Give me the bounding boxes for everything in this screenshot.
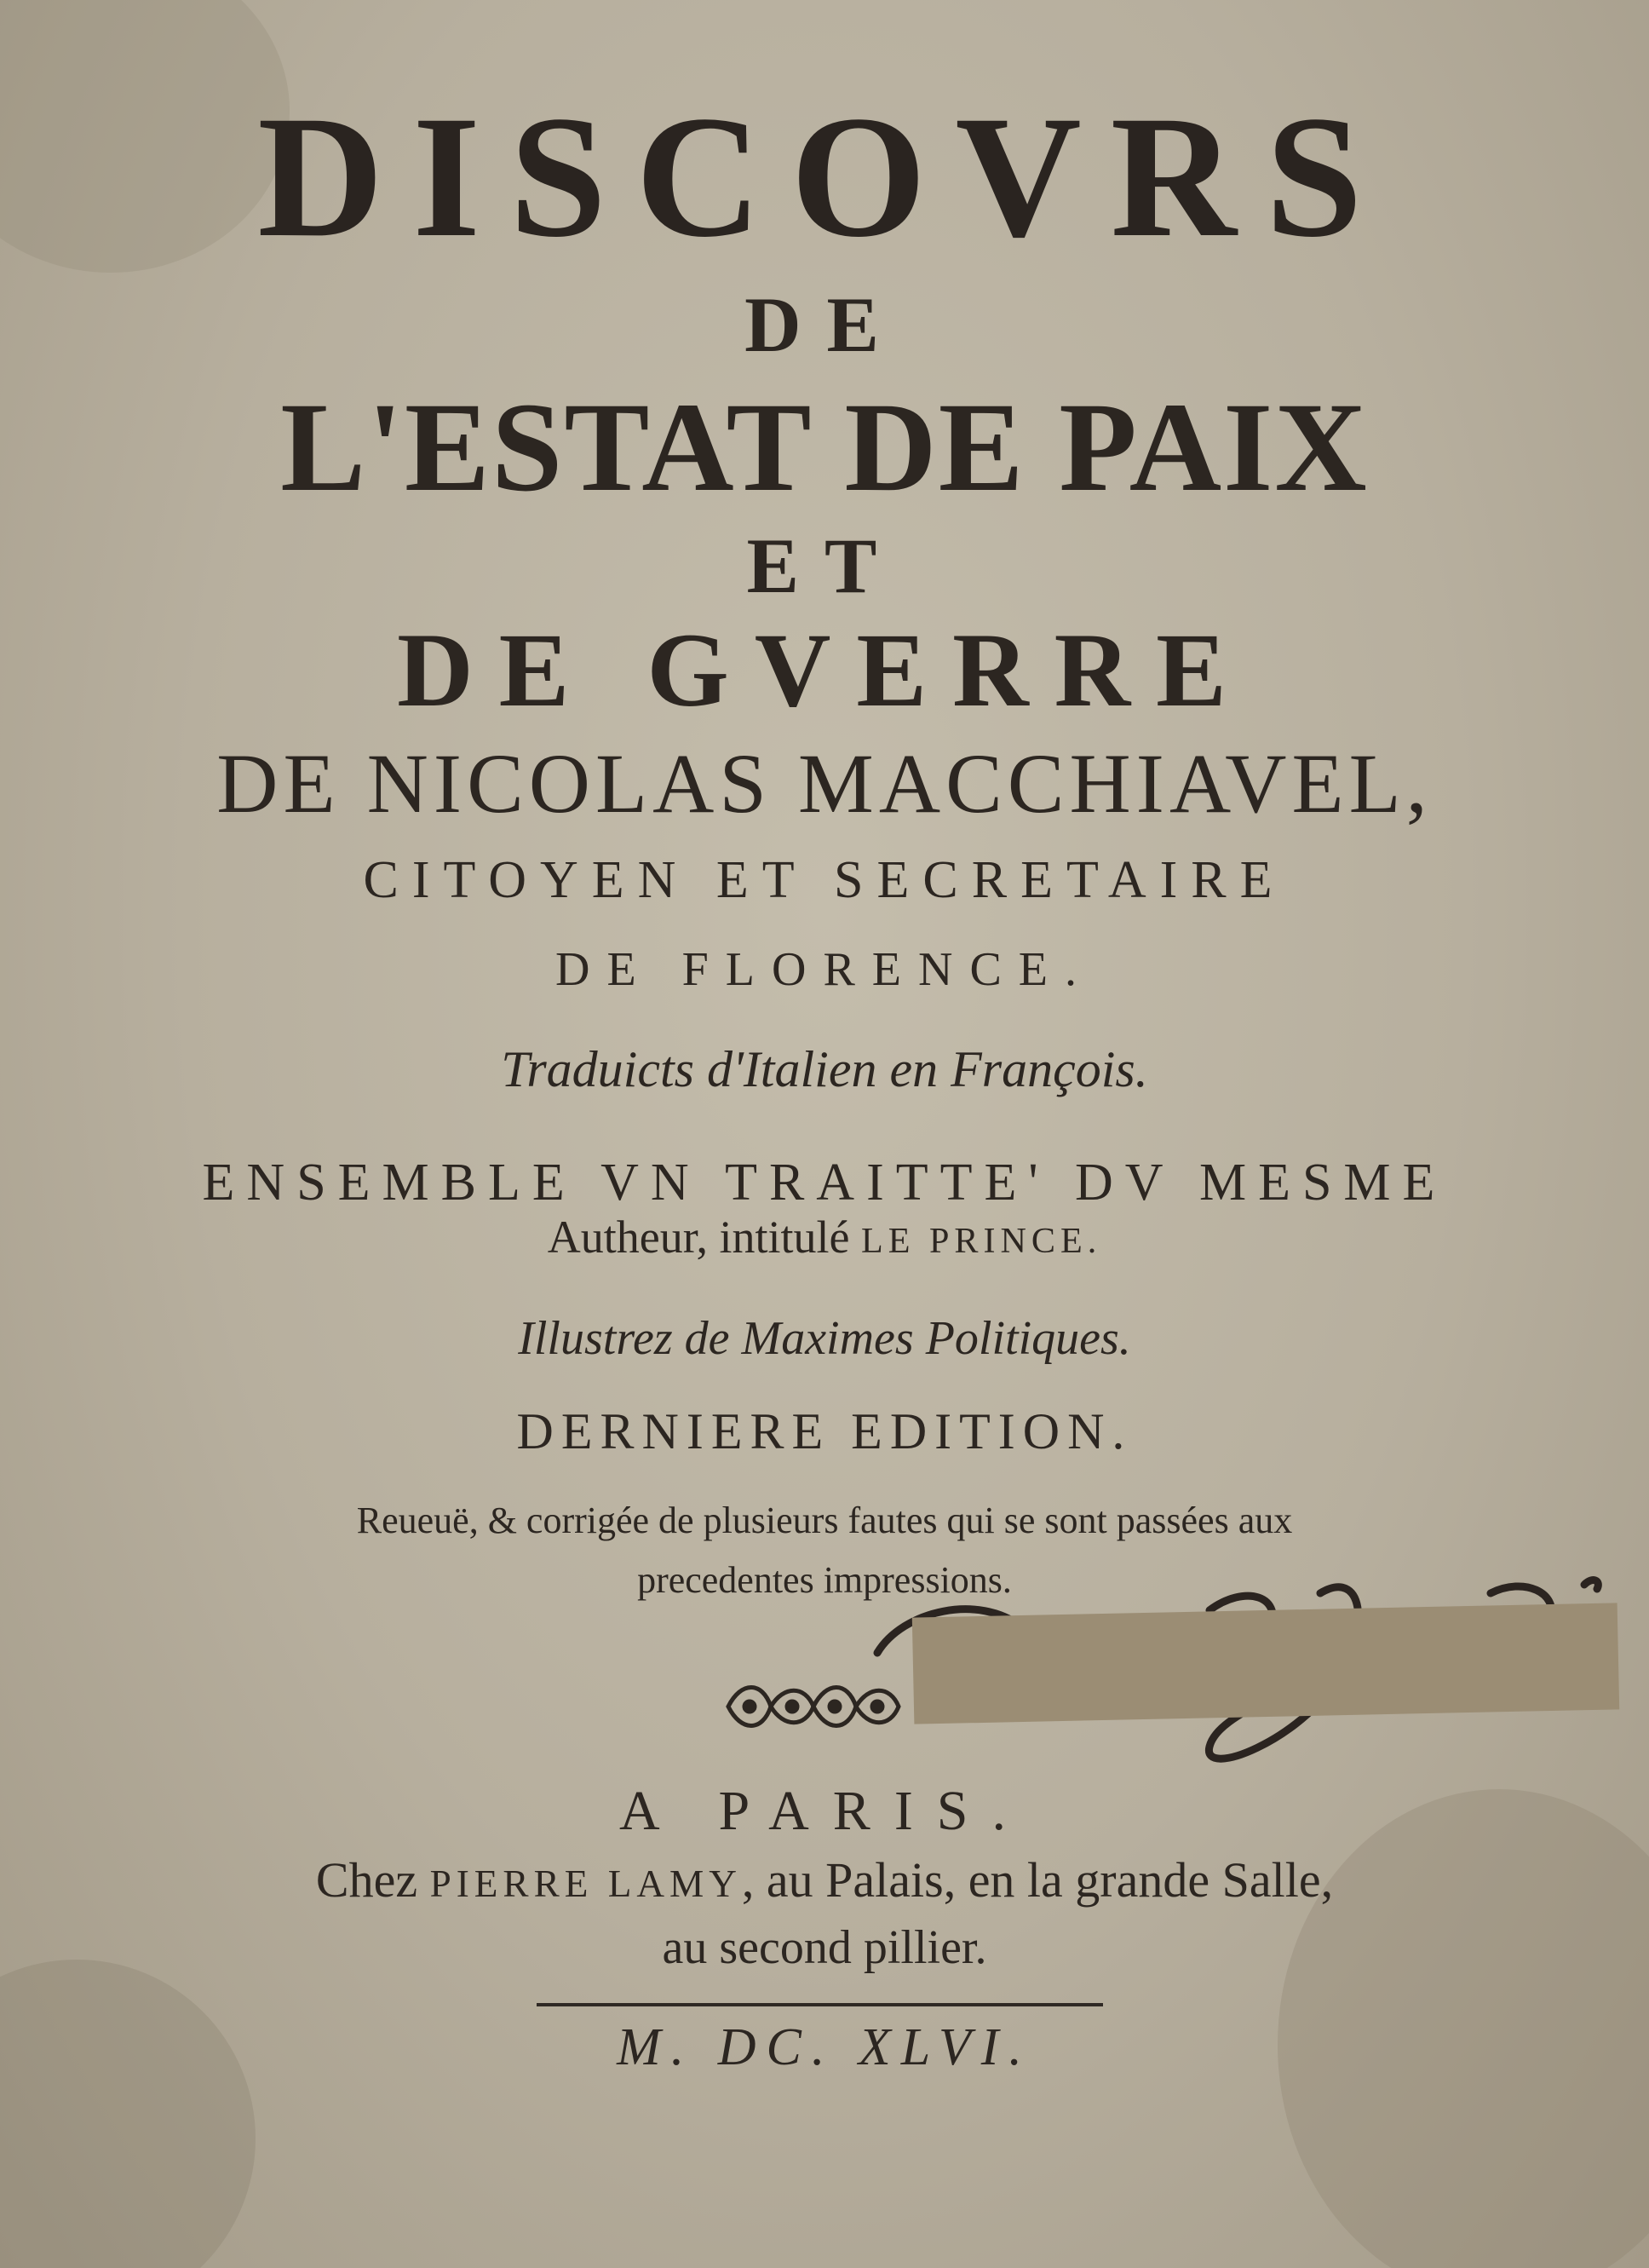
imprint-city: A PARIS. — [618, 1780, 1031, 1842]
translation-note: Traduicts d'Italien en François. — [501, 1041, 1148, 1097]
author-city: DE FLORENCE. — [555, 943, 1094, 996]
publisher-name: PIERRE LAMY — [429, 1862, 742, 1905]
imprint-publisher — [0, 1852, 1649, 1908]
book-title: DISCOVRS — [257, 80, 1392, 273]
companion-work-title — [0, 1212, 1649, 1263]
imprint-address: au second pillier. — [662, 1921, 987, 1974]
author-title: CITOYEN ET SECRETAIRE — [363, 851, 1286, 909]
imprint-rule — [537, 2003, 1103, 2006]
imprint-date: M. DC. XLVI. — [617, 2018, 1032, 2076]
title-connector-et: ET — [746, 522, 903, 609]
title-subject-2: DE GVERRE — [397, 612, 1252, 728]
redaction-patch — [912, 1603, 1619, 1724]
title-subject: L'ESTAT DE PAIX — [280, 377, 1369, 518]
author-name: DE NICOLAS MACCHIAVEL, — [216, 736, 1433, 831]
companion-work-prefix: Autheur, intitulé — [547, 1212, 850, 1263]
revision-note-line-2: precedentes impressions. — [637, 1559, 1012, 1601]
illustrated-note: Illustrez de Maximes Politiques. — [518, 1312, 1131, 1365]
revision-note-line-1: Reueuë, & corrigée de plusieurs fautes qui se sont passées aux — [356, 1500, 1293, 1541]
publisher-suffix: , au Palais, en la grande Salle, — [741, 1852, 1334, 1908]
fleuron-ornament-icon — [720, 1668, 924, 1745]
companion-work-line: ENSEMBLE VN TRAITTE' DV MESME — [202, 1154, 1447, 1212]
paper-stain — [0, 1960, 256, 2268]
title-connector-de: DE — [744, 281, 905, 368]
companion-work-name: LE PRINCE. — [861, 1221, 1102, 1261]
edition-note: DERNIERE EDITION. — [516, 1403, 1133, 1459]
publisher-prefix: Chez — [315, 1852, 418, 1908]
